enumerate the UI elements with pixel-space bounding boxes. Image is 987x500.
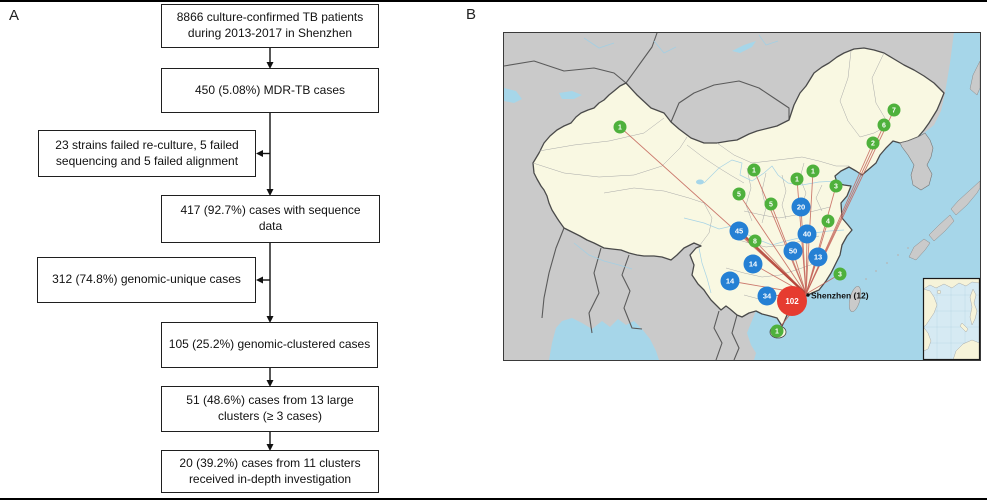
case-count-value: 5 [737, 191, 741, 199]
flow-box-total-patients: 8866 culture-confirmed TB patients during 2013-2017 in Shenzhen [161, 4, 379, 48]
case-count-value: 2 [871, 140, 875, 148]
flow-box-large-clusters: 51 (48.6%) cases from 13 large clusters (≥ 3 cases) [161, 386, 379, 432]
flow-box-mdr-cases: 450 (5.08%) MDR-TB cases [161, 68, 379, 113]
case-count-value: 5 [769, 201, 773, 209]
case-count-value: 102 [785, 296, 799, 306]
case-count-value: 3 [834, 183, 838, 191]
case-count-value: 1 [775, 328, 779, 336]
case-count-value: 1 [618, 124, 622, 132]
panel-b-label: B [466, 6, 477, 23]
panel-a-label: A [9, 7, 20, 24]
case-count-value: 6 [882, 122, 886, 130]
case-count-value: 3 [838, 271, 842, 279]
flow-box-genomic-unique: 312 (74.8%) genomic-unique cases [37, 257, 256, 303]
case-count-value: 45 [734, 226, 744, 236]
shenzhen-label: Shenzhen (12) [811, 290, 869, 301]
case-count-value: 34 [762, 291, 772, 301]
case-count-value: 1 [811, 168, 815, 176]
flow-box-indepth-investigation: 20 (39.2%) cases from 11 clusters received in-depth investigation [161, 450, 379, 493]
case-count-value: 1 [795, 176, 799, 184]
case-count-value: 40 [802, 229, 812, 239]
case-count-value: 8 [753, 238, 757, 246]
flow-box-genomic-clustered: 105 (25.2%) genomic-clustered cases [161, 322, 378, 368]
flow-box-excluded-strains: 23 strains failed re-culture, 5 failed sequencing and 5 failed alignment [38, 130, 256, 177]
qinghai-lake [696, 180, 704, 185]
china-map-panel [503, 32, 981, 361]
flowchart-panel [0, 0, 460, 500]
shenzhen-dot [806, 293, 809, 296]
case-count-value: 20 [796, 202, 806, 212]
case-count-value: 14 [725, 276, 735, 286]
case-count-value: 50 [788, 246, 798, 256]
case-count-value: 7 [892, 107, 896, 115]
case-count-value: 13 [813, 252, 823, 262]
case-count-value: 14 [748, 259, 758, 269]
flow-box-sequence-data: 417 (92.7%) cases with sequence data [161, 195, 380, 243]
case-count-value: 4 [826, 218, 830, 226]
china-map [504, 33, 980, 360]
case-count-value: 1 [752, 167, 756, 175]
inset-map [924, 279, 980, 361]
